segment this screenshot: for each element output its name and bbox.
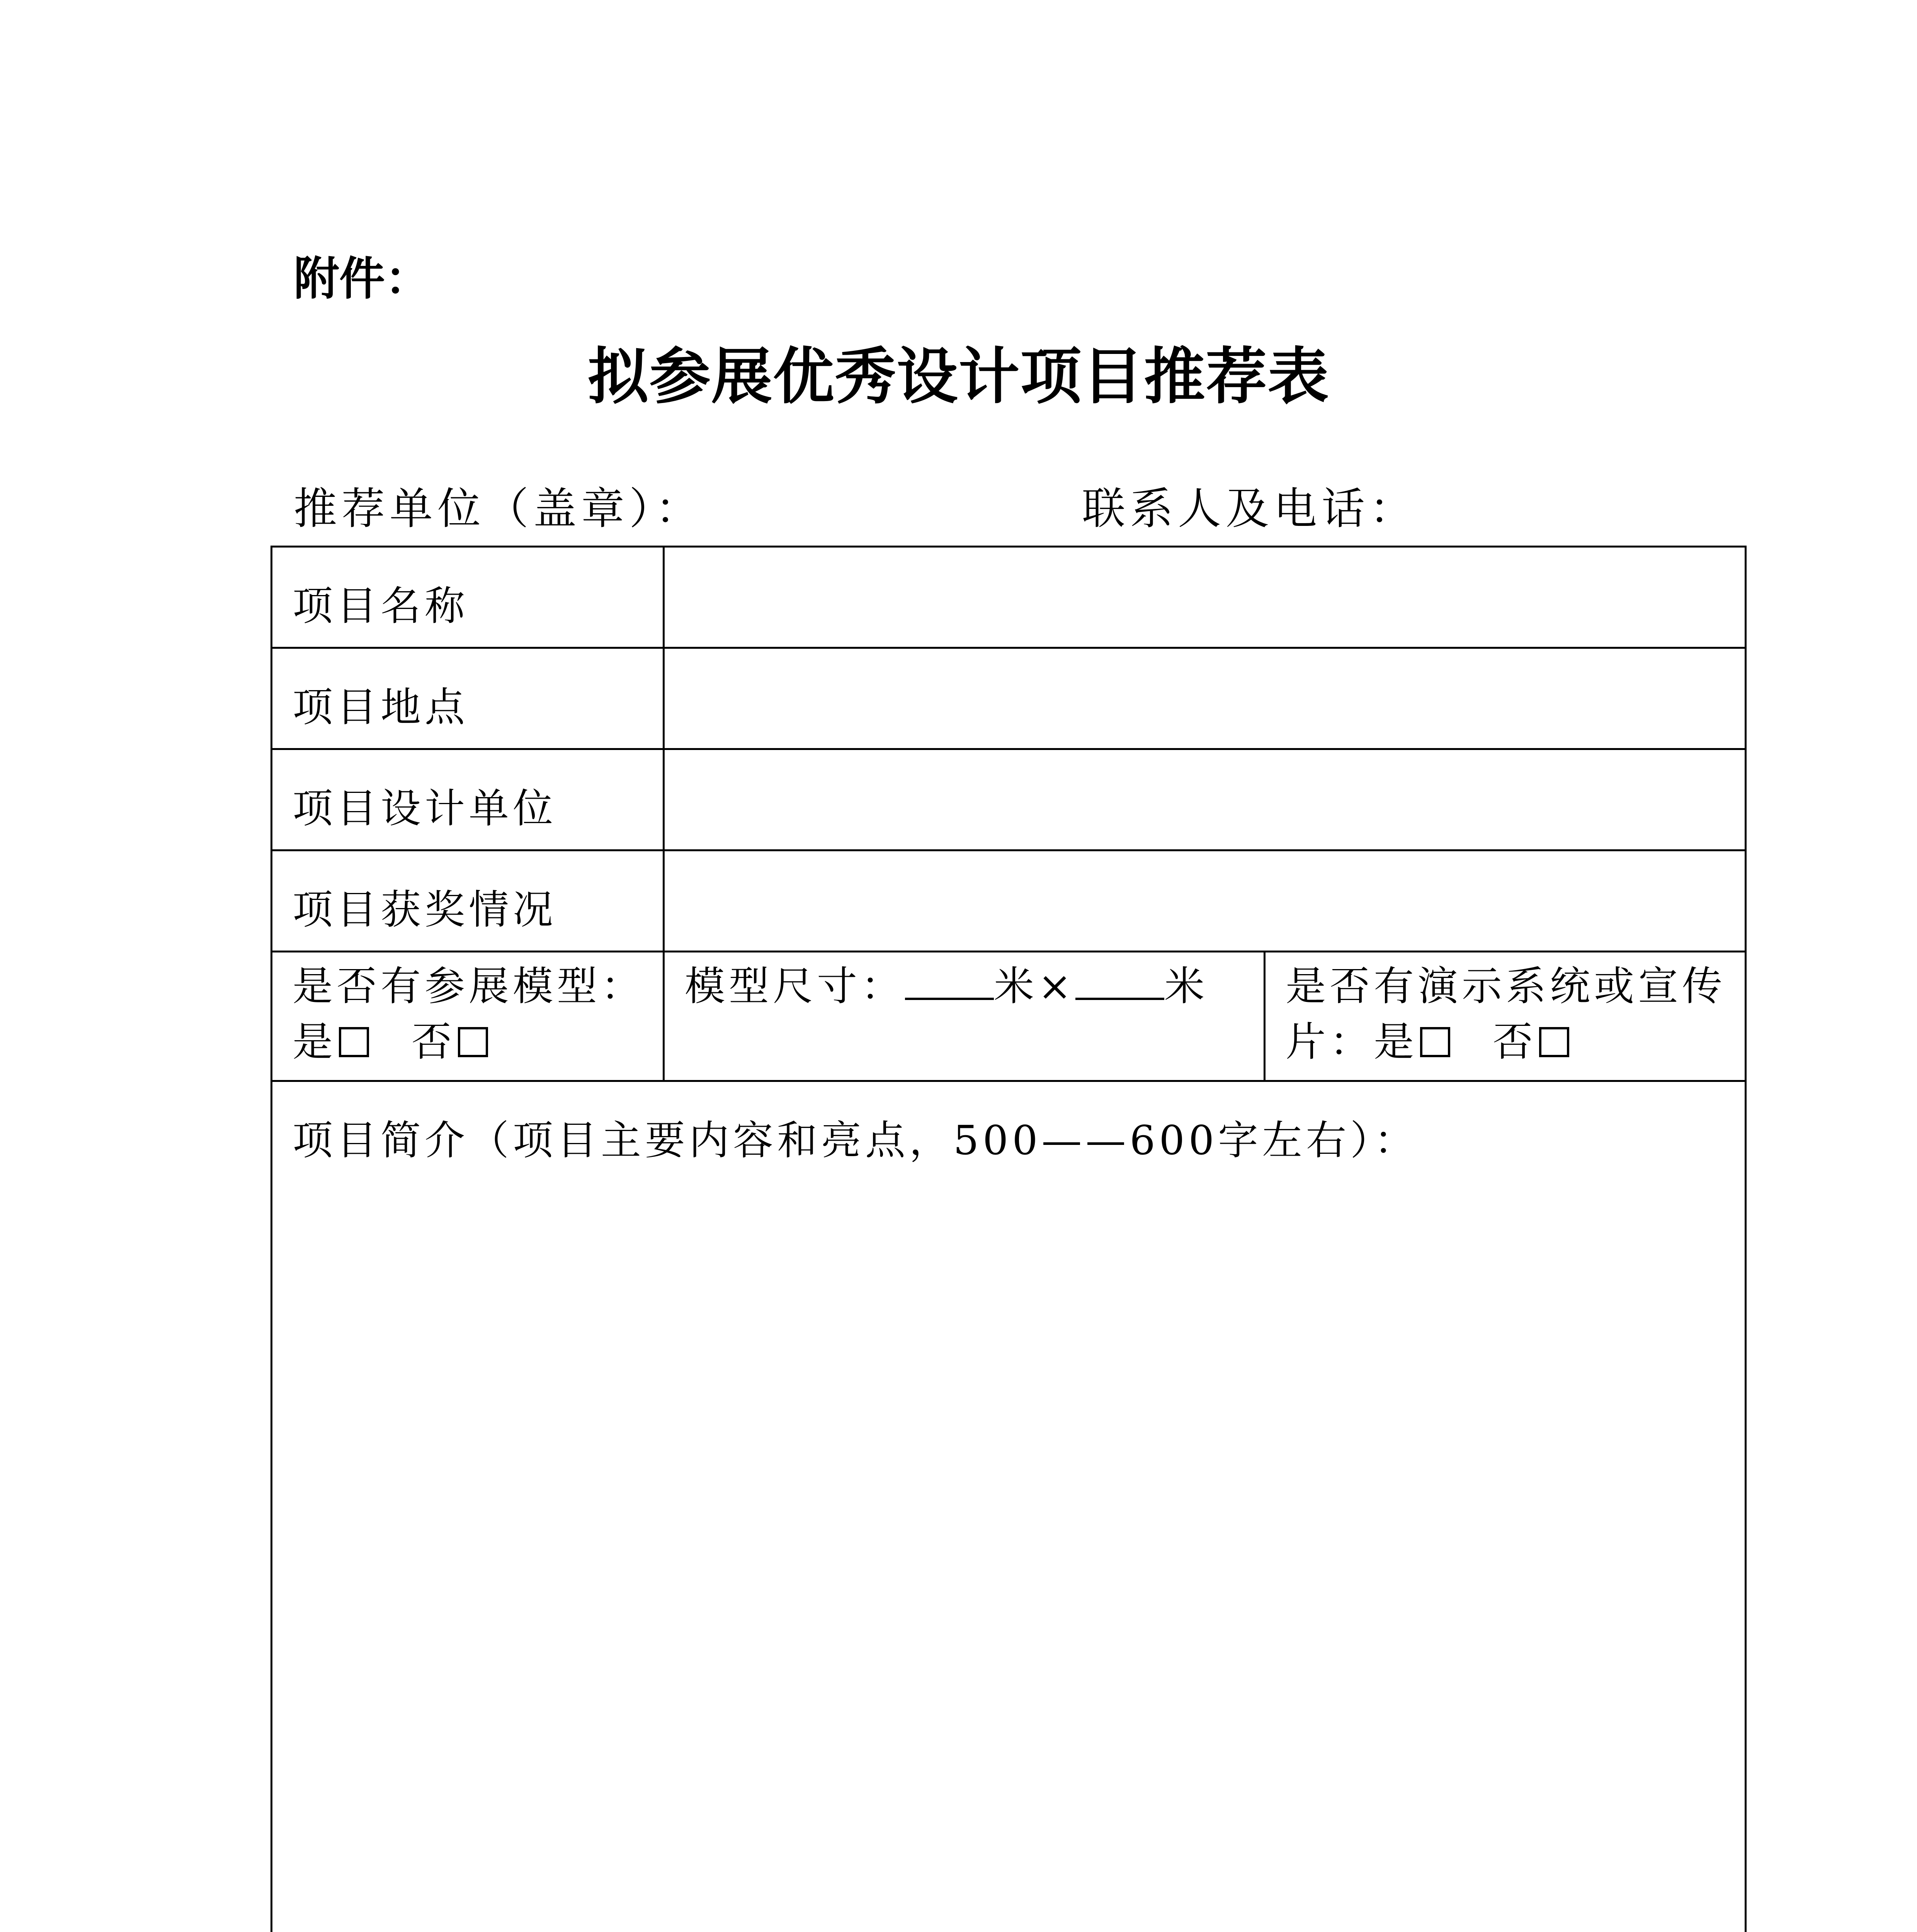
page-title: 拟参展优秀设计项目推荐表 [587, 341, 1330, 412]
model-question: 是否有参展模型： [293, 963, 645, 1010]
contact-label: 联系人及电话： [1082, 484, 1417, 534]
model-size-unit: 米 [1164, 963, 1209, 1010]
awards-label: 项目获奖情况 [272, 850, 664, 952]
project-intro-label: 项目简介（项目主要内容和亮点，500——600字左右）： [293, 1117, 1419, 1164]
demo-yes-label: 是 [1374, 1018, 1418, 1065]
table-row [272, 952, 1746, 1081]
recommendation-form-table [270, 546, 1747, 1932]
model-no-label: 否 [412, 1018, 456, 1065]
recommending-unit-label: 推荐单位（盖章）： [294, 484, 703, 534]
table-row [272, 648, 1746, 749]
table-row [272, 850, 1746, 952]
model-size-label: 模型尺寸： [685, 963, 905, 1010]
model-yes-checkbox[interactable] [339, 1027, 369, 1057]
project-name-label: 项目名称 [272, 547, 664, 648]
table-row [272, 1081, 1746, 1932]
demo-yes-checkbox[interactable] [1420, 1027, 1450, 1057]
project-name-field[interactable] [664, 547, 1746, 648]
demo-no-checkbox[interactable] [1539, 1027, 1569, 1057]
table-row [272, 547, 1746, 648]
model-width-blank[interactable] [1075, 963, 1164, 1000]
times-sign: × [1038, 963, 1076, 1010]
model-cell [272, 952, 664, 1081]
project-location-label: 项目地点 [272, 648, 664, 749]
model-yes-label: 是 [293, 1018, 337, 1065]
model-size-cell [664, 952, 1265, 1081]
model-size-unit: 米 [994, 963, 1038, 1010]
demo-cell [1265, 952, 1746, 1081]
project-intro-field[interactable] [272, 1081, 1746, 1932]
model-length-blank[interactable] [905, 963, 994, 1000]
table-row [272, 749, 1746, 850]
design-unit-field[interactable] [664, 749, 1746, 850]
model-no-checkbox[interactable] [458, 1027, 488, 1057]
awards-field[interactable] [664, 850, 1746, 952]
project-location-field[interactable] [664, 648, 1746, 749]
demo-question: 是否有演示系统或宣传片： [1286, 963, 1726, 1065]
attachment-label: 附件： [294, 252, 431, 305]
design-unit-label: 项目设计单位 [272, 749, 664, 850]
demo-no-label: 否 [1493, 1018, 1537, 1065]
